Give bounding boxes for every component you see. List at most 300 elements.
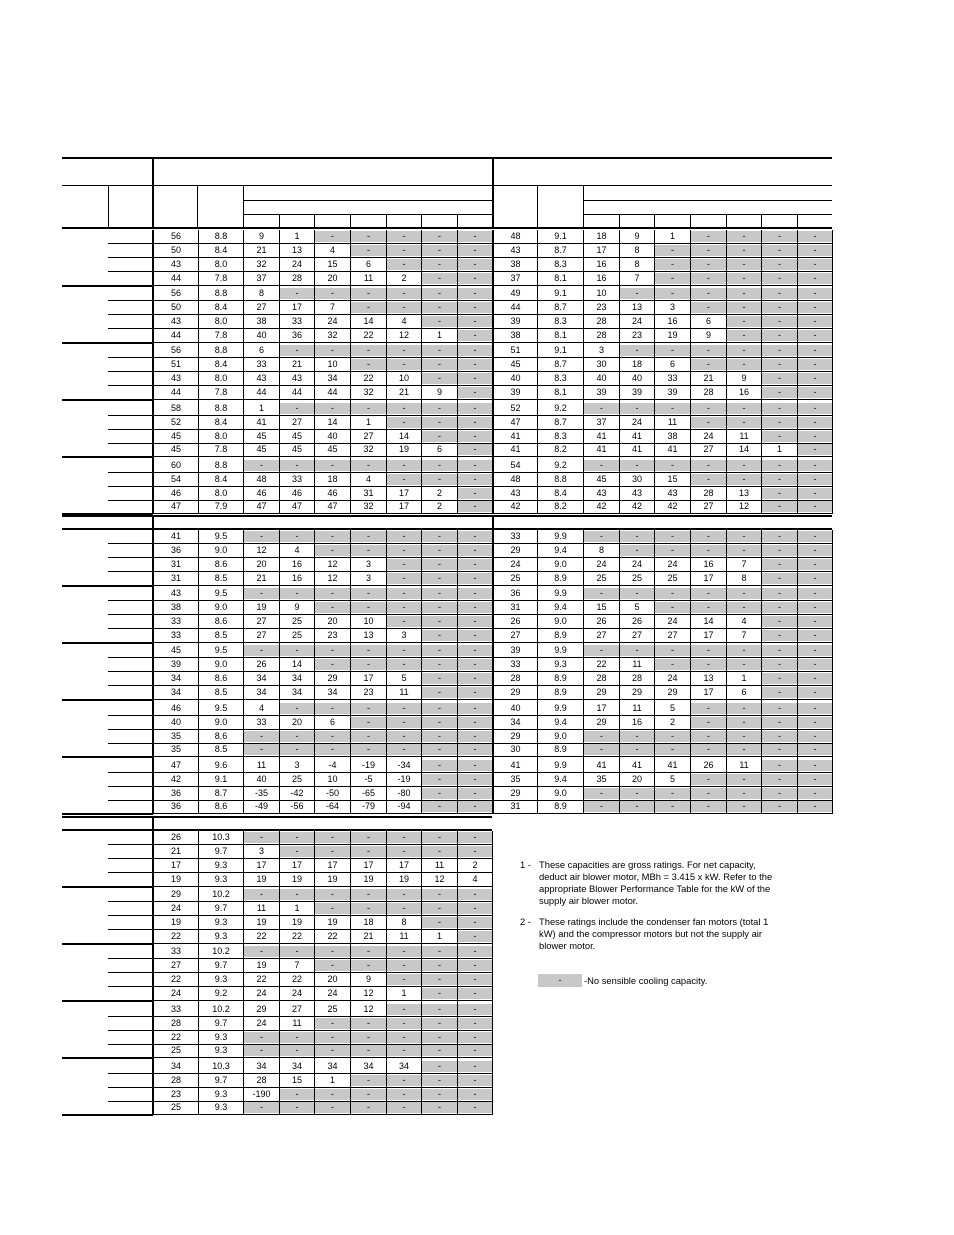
table-cell: 10.2 (212, 1003, 230, 1014)
table-cell: 9.3 (214, 1031, 228, 1042)
table-cell: 45 (510, 359, 521, 370)
table-cell: - (422, 1102, 457, 1113)
table-cell: 45 (256, 430, 267, 441)
table-cell: - (458, 744, 492, 755)
table-cell: - (620, 645, 654, 656)
table-cell: 24 (667, 673, 678, 684)
table-cell: 46 (256, 487, 267, 498)
table-cell: - (762, 403, 797, 414)
table-cell: 38 (510, 259, 521, 269)
table-cell: - (727, 359, 761, 370)
table-cell: - (762, 273, 797, 284)
table-cell: 21 (170, 846, 181, 856)
table-cell: 40 (510, 373, 521, 384)
table-cell: - (655, 588, 690, 599)
table-cell: - (762, 760, 797, 771)
table-cell: 33 (510, 531, 521, 541)
table-cell: -80 (397, 787, 411, 798)
table-cell: - (280, 645, 314, 656)
table-cell: 7.8 (214, 444, 228, 455)
table-cell: 24 (291, 987, 302, 998)
table-cell: - (422, 760, 457, 771)
table-cell: 32 (363, 444, 374, 455)
table-cell: - (315, 1018, 350, 1029)
table-cell: 24 (327, 316, 338, 327)
table-cell: - (387, 717, 421, 728)
table-cell: 37 (256, 272, 267, 283)
table-cell: 22 (327, 930, 338, 941)
table-cell: - (655, 801, 690, 812)
table-cell: - (422, 889, 457, 900)
table-cell: 8.0 (214, 259, 228, 269)
table-cell: 9 (365, 974, 371, 985)
table-cell: 17 (398, 860, 409, 870)
table-cell: - (458, 403, 492, 414)
table-cell: 19 (256, 873, 267, 884)
table-cell: 41 (170, 531, 181, 541)
table-cell: - (315, 1032, 350, 1043)
table-cell: - (280, 832, 314, 843)
table-cell: 9.4 (554, 545, 567, 555)
table-cell: 36 (170, 545, 181, 555)
table-cell: - (315, 889, 350, 900)
table-cell: 3 (365, 559, 371, 569)
table-cell: 9.7 (214, 846, 228, 856)
table-cell: 27 (631, 629, 642, 640)
table-cell: - (762, 330, 797, 341)
table-cell: - (315, 645, 350, 656)
table-cell: - (244, 946, 279, 957)
table-cell: - (422, 1018, 457, 1029)
table-cell: 50 (170, 302, 181, 313)
table-cell: 44 (170, 329, 181, 340)
table-cell: 46 (170, 702, 181, 713)
table-cell: 42 (631, 501, 642, 512)
table-cell: 9 (705, 329, 711, 340)
note-1-line: supply air blower motor. (539, 895, 638, 906)
table-cell: - (387, 1102, 421, 1113)
table-cell: - (620, 403, 654, 414)
table-cell: 25 (667, 572, 678, 583)
table-cell: 31 (170, 572, 181, 583)
table-cell: - (315, 846, 350, 857)
table-cell: 13 (291, 245, 302, 255)
table-cell: - (620, 744, 654, 755)
table-cell: 22 (170, 974, 181, 985)
table-cell: - (351, 889, 386, 900)
table-cell: 25 (327, 1003, 338, 1014)
table-cell: - (458, 231, 492, 242)
table-cell: - (584, 731, 619, 742)
table-cell: - (315, 744, 350, 755)
table-cell: 4 (401, 316, 407, 327)
table-cell: 24 (170, 903, 181, 914)
table-cell: 46 (327, 487, 338, 498)
table-cell: - (798, 673, 832, 684)
table-cell: 35 (510, 773, 521, 784)
table-cell: - (727, 774, 761, 785)
table-cell: 37 (510, 272, 521, 283)
table-cell: 45 (596, 473, 607, 484)
table-cell: - (422, 703, 457, 714)
table-cell: 2 (436, 501, 442, 512)
table-cell: - (458, 801, 492, 812)
table-cell: 33 (256, 359, 267, 370)
table-cell: - (762, 345, 797, 356)
table-cell: 47 (291, 501, 302, 512)
table-cell: - (798, 545, 832, 556)
table-cell: 29 (327, 673, 338, 684)
table-cell: - (762, 616, 797, 627)
table-cell: - (315, 588, 350, 599)
table-cell: - (691, 531, 726, 542)
table-cell: - (315, 731, 350, 742)
table-cell: - (458, 673, 492, 684)
table-cell: 10 (327, 359, 338, 370)
table-cell: 34 (170, 1060, 181, 1071)
table-cell: 2 (401, 272, 407, 283)
table-cell: 12 (363, 1003, 374, 1014)
table-cell: 9.0 (554, 616, 567, 627)
table-cell: - (387, 974, 421, 985)
table-cell: 9.7 (214, 903, 228, 914)
table-cell: - (244, 645, 279, 656)
table-cell: - (691, 288, 726, 299)
table-cell: 25 (510, 572, 521, 583)
table-cell: 5 (401, 673, 407, 684)
table-cell: - (691, 801, 726, 812)
table-cell: 33 (170, 616, 181, 627)
table-cell: - (691, 645, 726, 656)
table-cell: - (458, 659, 492, 670)
table-cell: 9.4 (554, 716, 567, 727)
table-cell: - (422, 545, 457, 556)
table-cell: - (691, 417, 726, 428)
table-cell: - (387, 573, 421, 584)
table-cell: - (762, 545, 797, 556)
table-cell: - (422, 974, 457, 985)
table-cell: - (422, 1061, 457, 1072)
table-cell: 24 (703, 430, 714, 441)
table-cell: - (691, 703, 726, 714)
table-cell: - (422, 359, 457, 370)
table-cell: 25 (631, 572, 642, 583)
table-cell: 8.4 (554, 487, 567, 498)
table-cell: 27 (667, 629, 678, 640)
table-cell: 8.0 (214, 316, 228, 327)
table-cell: - (351, 744, 386, 755)
table-cell: 8.4 (214, 416, 228, 427)
table-cell: - (387, 846, 421, 857)
table-cell: -19 (397, 773, 411, 784)
table-cell: - (762, 316, 797, 327)
note-1-number: 1 - (520, 859, 531, 870)
table-cell: - (351, 588, 386, 599)
table-cell: 22 (256, 974, 267, 985)
table-cell: 9.7 (214, 1017, 228, 1028)
table-cell: 3 (598, 345, 604, 356)
table-cell: - (798, 588, 832, 599)
table-cell: 8.5 (214, 572, 228, 583)
table-cell: 29 (170, 889, 181, 900)
table-cell: 17 (398, 487, 409, 498)
table-cell: - (351, 245, 386, 256)
table-cell: - (727, 330, 761, 341)
table-cell: 22 (170, 930, 181, 941)
table-cell: - (655, 273, 690, 284)
table-cell: - (655, 659, 690, 670)
table-cell: - (315, 903, 350, 914)
table-cell: 33 (256, 716, 267, 727)
table-cell: - (387, 588, 421, 599)
table-cell: - (315, 1089, 350, 1100)
table-cell: 34 (327, 373, 338, 384)
table-cell: 5 (634, 602, 640, 613)
table-cell: 25 (291, 616, 302, 627)
table-cell: - (691, 359, 726, 370)
table-cell: 24 (631, 316, 642, 327)
table-cell: - (280, 703, 314, 714)
table-cell: 33 (291, 316, 302, 327)
table-cell: - (691, 545, 726, 556)
table-cell: 24 (170, 987, 181, 998)
table-cell: -34 (397, 759, 411, 770)
table-cell: 40 (256, 773, 267, 784)
table-cell: 19 (256, 917, 267, 928)
table-cell: 27 (510, 629, 521, 640)
table-cell: - (762, 687, 797, 698)
table-cell: 42 (510, 501, 521, 512)
table-cell: - (798, 559, 832, 570)
note-2-line: These ratings include the condenser fan motors (total 1 (539, 916, 769, 927)
table-cell: 21 (398, 386, 409, 397)
table-cell: - (422, 788, 457, 799)
table-cell: - (351, 1075, 386, 1086)
table-cell: 9.3 (554, 659, 567, 670)
table-cell: - (458, 359, 492, 370)
table-cell: - (244, 1045, 279, 1056)
table-cell: - (458, 1032, 492, 1043)
table-cell: 19 (256, 602, 267, 613)
table-cell: - (422, 946, 457, 957)
table-cell: 44 (291, 386, 302, 397)
table-cell: 34 (327, 1060, 338, 1071)
table-cell: - (762, 460, 797, 471)
table-cell: - (655, 245, 690, 256)
table-cell: 4 (329, 245, 335, 255)
table-cell: 7.8 (214, 329, 228, 340)
table-cell: 8 (741, 572, 747, 583)
table-cell: 28 (596, 673, 607, 684)
table-cell: - (280, 403, 314, 414)
table-cell: - (280, 588, 314, 599)
table-cell: - (458, 602, 492, 613)
table-cell: - (655, 731, 690, 742)
table-cell: 9.0 (554, 559, 567, 569)
table-cell: - (762, 373, 797, 384)
table-cell: 30 (596, 359, 607, 370)
table-cell: 43 (291, 373, 302, 384)
table-cell: - (762, 801, 797, 812)
table-cell: 8.9 (554, 801, 567, 812)
table-cell: 41 (596, 759, 607, 770)
table-cell: 7.8 (214, 386, 228, 397)
table-cell: - (244, 744, 279, 755)
table-cell: - (280, 460, 314, 471)
table-cell: 10.3 (212, 1060, 230, 1071)
table-cell: 20 (327, 616, 338, 627)
table-cell: 8.4 (214, 302, 228, 313)
table-cell: - (798, 231, 832, 242)
table-cell: 28 (170, 1074, 181, 1085)
table-cell: - (458, 345, 492, 356)
table-cell: 29 (510, 787, 521, 798)
table-cell: - (727, 417, 761, 428)
table-cell: - (762, 731, 797, 742)
table-cell: 8.2 (554, 444, 567, 455)
table-cell: - (458, 974, 492, 985)
table-cell: - (387, 832, 421, 843)
table-cell: 11 (739, 430, 749, 441)
table-cell: - (727, 744, 761, 755)
table-cell: 28 (596, 329, 607, 340)
table-cell: 1 (365, 416, 371, 427)
table-cell: - (762, 573, 797, 584)
table-cell: 34 (291, 1060, 302, 1071)
table-cell: 38 (256, 316, 267, 327)
table-cell: 33 (667, 373, 678, 384)
table-cell: 16 (291, 572, 302, 583)
table-cell: 45 (291, 430, 302, 441)
table-cell: - (315, 1102, 350, 1113)
table-cell: - (387, 616, 421, 627)
table-cell: 3 (401, 629, 407, 640)
table-cell: 23 (363, 686, 374, 697)
table-cell: - (387, 1032, 421, 1043)
table-cell: 17 (291, 860, 302, 870)
table-cell: 20 (327, 272, 338, 283)
table-cell: 19 (327, 873, 338, 884)
table-cell: - (387, 259, 421, 270)
table-cell: 8.8 (554, 473, 567, 484)
table-cell: - (422, 431, 457, 442)
table-cell: - (422, 345, 457, 356)
table-cell: - (762, 417, 797, 428)
table-cell: - (458, 1061, 492, 1072)
table-cell: 18 (327, 473, 338, 484)
table-cell: - (798, 717, 832, 728)
table-cell: 2 (436, 487, 442, 498)
table-cell: 28 (703, 386, 714, 397)
table-cell: 52 (510, 402, 521, 413)
table-cell: - (387, 559, 421, 570)
table-cell: 9.3 (214, 873, 228, 884)
table-cell: - (458, 474, 492, 485)
table-cell: 1 (329, 1074, 335, 1085)
table-cell: 41 (510, 430, 521, 441)
table-cell: - (620, 731, 654, 742)
table-cell: 5 (669, 702, 675, 713)
table-cell: - (422, 302, 457, 313)
table-cell: 24 (631, 416, 642, 427)
table-cell: - (280, 1089, 314, 1100)
table-cell: 15 (667, 473, 678, 484)
table-cell: 23 (327, 629, 338, 640)
table-cell: 32 (363, 501, 374, 512)
table-cell: 12 (398, 329, 409, 340)
table-cell: -4 (328, 759, 337, 770)
table-cell: 21 (363, 930, 374, 941)
table-cell: 19 (363, 873, 374, 884)
table-cell: - (458, 774, 492, 785)
table-cell: 24 (667, 616, 678, 627)
table-cell: 29 (256, 1003, 267, 1014)
table-cell: 43 (170, 373, 181, 384)
table-cell: - (387, 946, 421, 957)
table-cell: 48 (510, 231, 521, 241)
table-cell: - (351, 602, 386, 613)
table-cell: - (762, 259, 797, 270)
table-cell: - (315, 659, 350, 670)
table-cell: 28 (256, 1074, 267, 1085)
table-cell: 7 (294, 960, 300, 971)
table-cell: 24 (510, 559, 521, 569)
table-cell: 12 (256, 545, 267, 555)
table-cell: 18 (363, 917, 374, 928)
table-cell: - (280, 846, 314, 857)
table-cell: - (280, 288, 314, 299)
table-cell: - (727, 245, 761, 256)
table-cell: 51 (510, 345, 521, 356)
table-cell: 33 (170, 629, 181, 640)
table-cell: - (351, 1045, 386, 1056)
table-cell: 22 (363, 373, 374, 384)
table-cell: 43 (510, 487, 521, 498)
table-cell: 48 (510, 473, 521, 484)
note-1 (539, 859, 772, 907)
table-cell: 27 (291, 416, 302, 427)
table-cell: - (315, 545, 350, 556)
table-cell: 9.6 (214, 759, 228, 770)
table-cell: - (798, 602, 832, 613)
table-cell: - (798, 760, 832, 771)
table-cell: - (691, 259, 726, 270)
table-cell: 8.4 (214, 245, 228, 255)
table-cell: 51 (170, 359, 181, 370)
table-cell: 9.3 (214, 917, 228, 928)
table-cell: 8.4 (214, 359, 228, 370)
table-cell: 26 (631, 616, 642, 627)
table-cell: - (798, 501, 832, 512)
table-cell: 56 (170, 231, 181, 241)
table-cell: 13 (631, 302, 642, 313)
table-cell: 11 (292, 1017, 302, 1028)
table-cell: 34 (170, 686, 181, 697)
table-cell: 60 (170, 459, 181, 470)
table-cell: 3 (294, 759, 300, 770)
table-cell: - (351, 1089, 386, 1100)
table-cell: 20 (631, 773, 642, 784)
table-cell: 24 (256, 1017, 267, 1028)
table-cell: 39 (510, 316, 521, 327)
table-cell: - (387, 703, 421, 714)
table-cell: - (422, 1089, 457, 1100)
table-cell: 9.0 (554, 730, 567, 741)
table-cell: - (387, 245, 421, 256)
table-cell: 24 (631, 559, 642, 569)
table-cell: 48 (256, 473, 267, 484)
table-cell: - (727, 345, 761, 356)
